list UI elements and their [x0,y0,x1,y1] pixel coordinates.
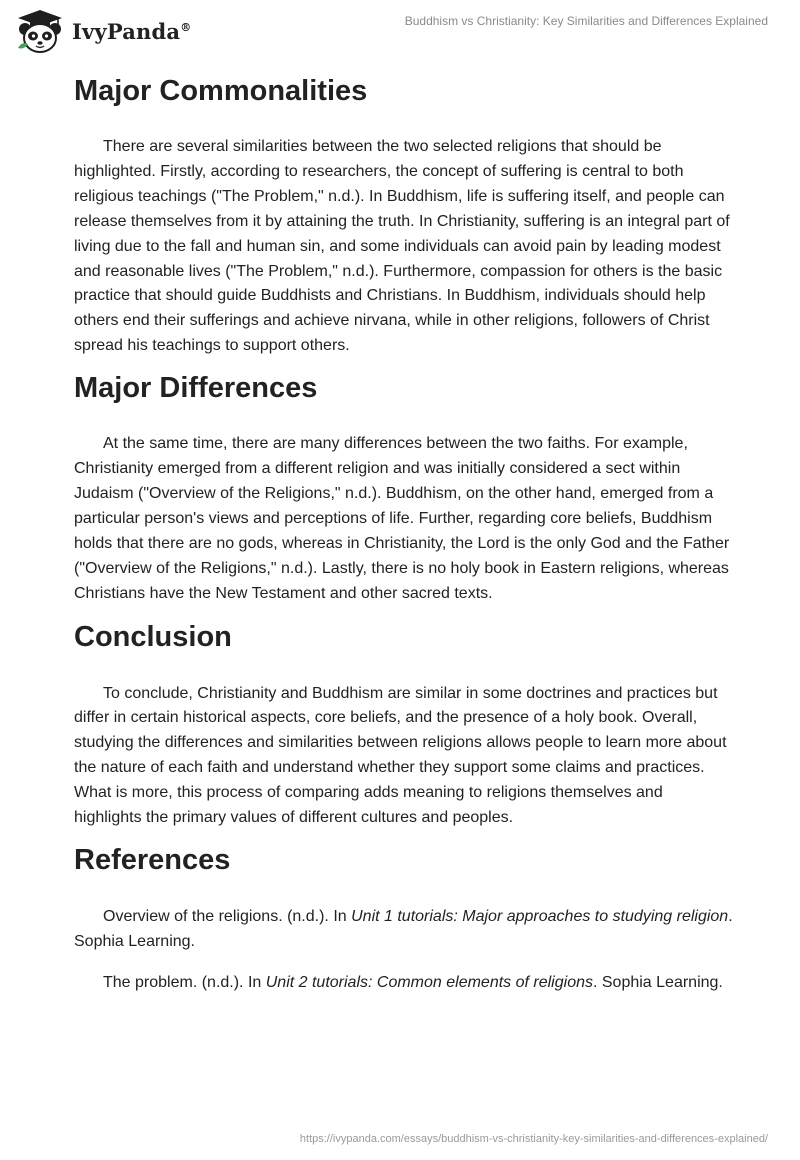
heading-references: References [74,843,231,876]
ivypanda-logo[interactable] [14,8,191,54]
document-title: Buddhism vs Christianity: Key Similarities and Differences Explained [404,14,768,28]
heading-major-differences: Major Differences [74,372,318,405]
reference-item: Overview of the religions. (n.d.). In Unit 1 tutorials: Major approaches to studying religion. Sophia Learning. [74,907,733,950]
source-url[interactable]: https://ivypanda.com/essays/buddhism-vs-christianity-key-similarities-and-differences-explained/ [299,1133,768,1145]
page-header [0,0,800,60]
paragraph-commonalities: There are several similarities between the two selected religions that should be highlighted. Firstly, according to researchers, the concept of suffering is central to both religious teachings ("The Problem," n.d.). In Buddhism, life is suffering itself, and people can release themselves from it by attaining the truth. In Christianity, suffering is an integral part of living due to the fall and human sin, and some individuals can avoid pain by leading modest and reasonable lives ("The Problem," n.d.). Furthermore, compassion for others is the basic practice that should guide Buddhists and Christians. In Buddhism, individuals should help others end their sufferings and achieve nirvana, while in other religions, followers of Christ spread his teachings to support others. [74,138,730,355]
reference-title: Unit 2 tutorials: Common elements of religions [265,973,593,991]
paragraph-conclusion: To conclude, Christianity and Buddhism are similar in some doctrines and practices but differ in certain historical aspects, core beliefs, and the presence of a holy book. Overall, studying the differences and similarities between religions allows people to learn more about the nature of each faith and understand whether they support some claims and practices. What is more, this process of comparing adds meaning to religions themselves and highlights the primary values of different cultures and peoples. [74,684,727,827]
paragraph-differences: At the same time, there are many differences between the two faiths. For example, Christianity emerged from a different religion and was initially considered a sect within Judaism ("Overview of the Religions," n.d.). Buddhism, on the other hand, emerged from a particular person's views and perceptions of life. Further, regarding core beliefs, Buddhism holds that there are no gods, whereas in Christianity, the Lord is the only God and the Father ("Overview of the Religions," n.d.). Lastly, there is no holy book in Eastern religions, whereas Christians have the New Testament and other sacred texts. [74,435,730,602]
essay-content [74,70,734,996]
registered-mark: ® [180,20,192,34]
reference-title: Unit 1 tutorials: Major approaches to studying religion [351,907,729,925]
logo-text: IvyPanda® [72,18,192,44]
heading-conclusion: Conclusion [74,620,232,653]
heading-major-commonalities: Major Commonalities [74,75,368,107]
panda-graduate-icon [14,8,66,54]
reference-item: The problem. (n.d.). In Unit 2 tutorials: Common elements of religions. Sophia Learning. [103,973,723,991]
